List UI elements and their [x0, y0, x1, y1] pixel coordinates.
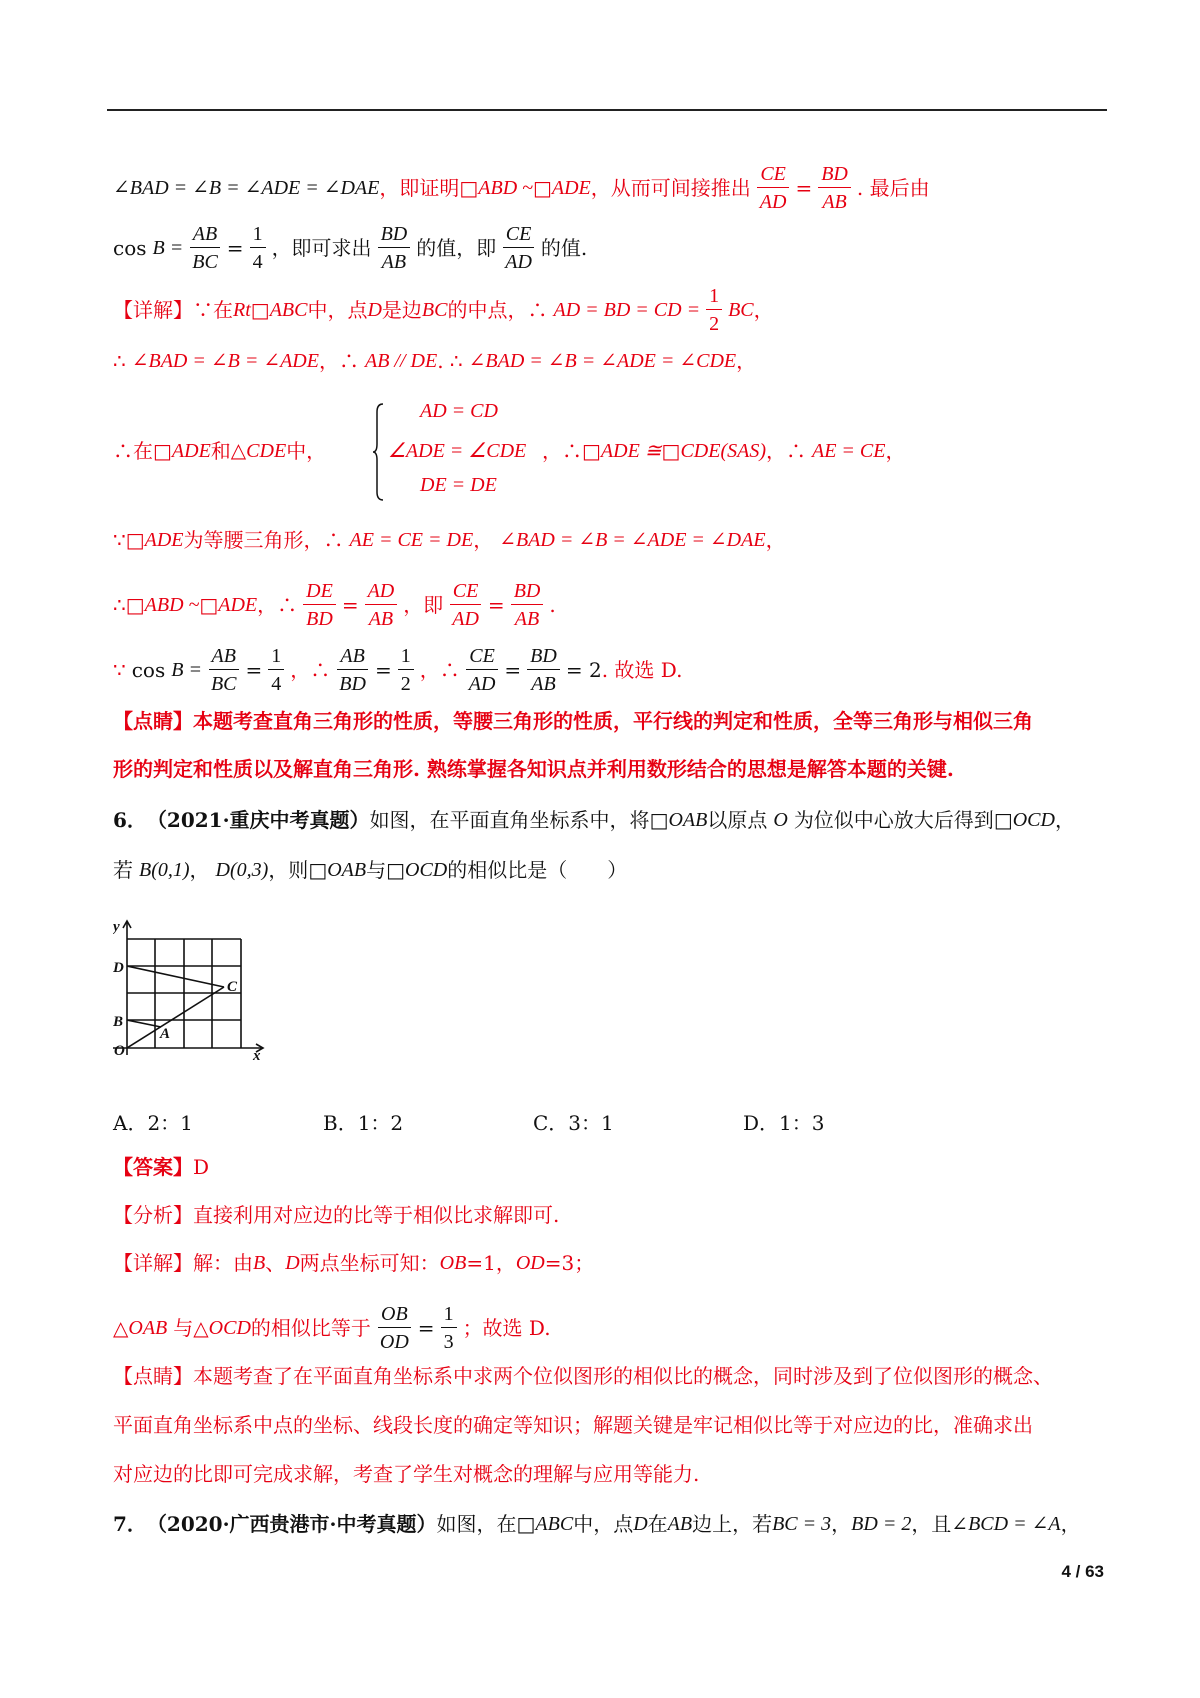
- math: OAB: [327, 859, 367, 881]
- system-brace: [373, 402, 385, 502]
- fraction: $\frac{AB}{BD}$: [339, 645, 366, 695]
- text: ，: [765, 528, 786, 552]
- math: CDE(SAS): [680, 440, 766, 462]
- text: 解：由: [193, 1251, 253, 1275]
- fraction: $\frac{1}{2}$: [706, 285, 722, 335]
- math: OAB: [668, 809, 708, 831]
- fraction: $\frac{DE}{BD}$: [303, 580, 336, 630]
- text: cos: [113, 236, 147, 260]
- text: ，∴: [766, 439, 806, 463]
- question-number: 6．: [113, 808, 147, 832]
- section-tag: 【点睛】: [113, 709, 193, 733]
- text: 的中点，∴: [447, 298, 548, 322]
- text: 的相似比是（ ）: [447, 858, 628, 882]
- text: 的值.: [540, 236, 588, 260]
- math: Rt: [233, 299, 251, 321]
- text: =3；: [544, 1251, 595, 1275]
- text: 是边: [381, 298, 422, 322]
- math: B =: [152, 237, 184, 259]
- point-label-B: B: [113, 1014, 124, 1030]
- text-line-9: [113, 709, 1033, 733]
- text-line-1: ∠BAD = ∠B = ∠ADE = ∠DAE ，即证明 □ ABD ~ □ ADE ，从而可间接推出 $\frac{CE}{AD}$ = $\frac{BD}{AB}$ . 最后由: [113, 163, 930, 213]
- text-line-8: ∵ cos B = $\frac{AB}{BC}$ = $\frac{1}{4}$ ，∴ $\frac{AB}{BD}$ = $\frac{1}{2}$ ，∴ $\frac{CE}{AD}$ = $\frac{BD}{AB}$ = 2 . 故选 D.: [113, 645, 683, 695]
- text: . 最后由: [856, 176, 930, 200]
- coordinate-grid-figure: [113, 917, 273, 1062]
- text: ，: [736, 349, 757, 373]
- math: ∠BAD = ∠B = ∠ADE = ∠DAE: [499, 529, 766, 551]
- text: 中，点: [573, 1512, 634, 1536]
- fraction: $\frac{OB}{OD}$: [379, 1303, 409, 1353]
- text-line-4: [113, 349, 756, 373]
- text: 平面直角坐标系中点的坐标、线段长度的确定等知识；解题关键是牢记相似比等于对应边的比，准确求出: [113, 1413, 1033, 1437]
- text: ，: [885, 439, 906, 463]
- text: 在: [647, 1512, 668, 1536]
- axis-label-x: x: [253, 1048, 261, 1062]
- text-line-10: [113, 757, 954, 781]
- math: D: [633, 1513, 648, 1535]
- math: ADE: [551, 177, 591, 199]
- math: D(0,3): [215, 859, 269, 881]
- text: 为位似中心放大后得到: [793, 808, 994, 832]
- text: 边上，若: [692, 1512, 773, 1536]
- math: ADE: [218, 594, 258, 616]
- math: ABD ~: [478, 177, 533, 199]
- text: 、: [265, 1251, 286, 1275]
- text: ∵: [113, 658, 126, 682]
- header-rule: [107, 109, 1107, 111]
- math: AE = CE = DE: [349, 529, 474, 551]
- text: ，: [1060, 1512, 1081, 1536]
- text: ，: [831, 1512, 852, 1536]
- fraction: $\frac{AD}{AB}$: [365, 580, 398, 630]
- fraction: $\frac{CE}{AD}$: [449, 580, 482, 630]
- text: ，即: [403, 593, 444, 617]
- math: OAB: [128, 1317, 168, 1339]
- text: cos: [131, 658, 166, 682]
- option-C[interactable]: C．3：1: [533, 1111, 614, 1135]
- text: ，∴: [318, 349, 359, 373]
- fraction: $\frac{AB}{BC}$: [189, 223, 221, 273]
- page-number: 4 / 63: [1061, 1562, 1104, 1581]
- section-tag: 【答案】: [113, 1155, 193, 1179]
- text: ∴: [113, 349, 126, 373]
- point-label-A: A: [160, 1026, 171, 1042]
- text: 和: [210, 439, 231, 463]
- fraction: $\frac{CE}{AD}$: [466, 645, 499, 695]
- text: ，∴: [290, 658, 331, 682]
- comment-line-2: [113, 1413, 1033, 1437]
- text: . ∴: [437, 349, 463, 373]
- text: =1，: [466, 1251, 516, 1275]
- section-tag: 【分析】: [113, 1203, 193, 1227]
- question-7-line-1: 7． （2020·广西贵港市·中考真题） 如图，在 □ ABC 中，点 D 在 AB 边上，若 BC = 3 ， BD = 2 ，且∠ BCD = ∠A ，: [113, 1512, 1081, 1536]
- math: O: [773, 809, 788, 831]
- math: AD = BD = CD =: [553, 299, 701, 321]
- text: ，∴: [542, 439, 582, 463]
- fraction: $\frac{CE}{AD}$: [757, 163, 790, 213]
- fraction: $\frac{BD}{AB}$: [511, 580, 544, 630]
- question-source: （2020·广西贵港市·中考真题）: [146, 1512, 437, 1536]
- detail-line-1: [113, 1251, 594, 1275]
- math: = 2: [565, 658, 602, 682]
- question-source: （2021·重庆中考真题）: [146, 808, 370, 832]
- math: ADE: [144, 529, 184, 551]
- answer-value: D: [193, 1155, 210, 1179]
- math: BC: [728, 299, 754, 321]
- text: .: [549, 593, 556, 617]
- text: 中，点: [307, 298, 368, 322]
- section-tag: 【详解】: [113, 298, 193, 322]
- system-eq-3: DE = DE: [420, 474, 497, 496]
- text: ，则: [268, 858, 309, 882]
- math: OCD: [208, 1317, 251, 1339]
- text: ，∴: [257, 593, 298, 617]
- text: △: [113, 1316, 129, 1340]
- point-label-D: D: [113, 960, 124, 976]
- system-eq-1: AD = CD: [420, 400, 498, 422]
- fraction: $\frac{1}{4}$: [250, 223, 266, 273]
- detail-line-2: △ OAB 与△ OCD 的相似比等于 $\frac{OB}{OD}$ = $\frac{1}{3}$ ；故选 D.: [113, 1303, 551, 1353]
- text: 若: [113, 858, 133, 882]
- section-tag: 【详解】: [113, 1251, 193, 1275]
- math: ABC: [535, 1513, 574, 1535]
- text: ，即证明: [379, 176, 460, 200]
- text: 以原点: [707, 808, 768, 832]
- text: ，∴: [419, 658, 460, 682]
- math: OD: [515, 1252, 545, 1274]
- text: ，: [1054, 808, 1075, 832]
- math: BD = 2: [851, 1513, 912, 1535]
- text: 的值，即: [416, 236, 497, 260]
- question-6-line-2: 若 B(0,1) ， D(0,3) ，则 □ OAB 与 □ OCD 的相似比是（ ）: [113, 858, 628, 882]
- fraction: $\frac{BD}{AB}$: [527, 645, 560, 695]
- text: 形的判定和性质以及解直角三角形. 熟练掌握各知识点并利用数形结合的思想是解答本题的关键.: [113, 757, 954, 781]
- text: ，: [473, 528, 494, 552]
- text: ，且∠: [911, 1512, 969, 1536]
- text: 与△: [173, 1316, 209, 1340]
- math: ABD ~: [144, 594, 200, 616]
- fraction: $\frac{CE}{AD}$: [502, 223, 535, 273]
- fraction: $\frac{1}{2}$: [398, 645, 414, 695]
- text-line-7: ∴ □ ABD ~ □ ADE ，∴ $\frac{DE}{BD}$ = $\frac{AD}{AB}$ ，即 $\frac{CE}{AD}$ = $\frac{BD}{AB}$ .: [113, 580, 556, 630]
- point-label-O: O: [114, 1043, 125, 1059]
- question-6-line-1: 6． （2021·重庆中考真题） 如图，在平面直角坐标系中，将 □ OAB 以原点 O 为位似中心放大后得到 □ OCD ，: [113, 808, 1075, 832]
- math: B =: [171, 659, 202, 681]
- text: 本题考查直角三角形的性质，等腰三角形的性质，平行线的判定和性质，全等三角形与相似三角: [193, 709, 1033, 733]
- analysis-line: [113, 1203, 559, 1227]
- text: 中，: [286, 439, 327, 463]
- fraction: $\frac{BD}{AB}$: [378, 223, 411, 273]
- math: BCD = ∠A: [968, 1513, 1061, 1535]
- text: ，: [753, 298, 774, 322]
- math: D: [367, 299, 382, 321]
- math: BC: [421, 299, 448, 321]
- text-line-5: ∴在 □ ADE 和 △CDE 中，: [113, 439, 327, 463]
- text-line-3: 【详解】 ∵在 Rt □ ABC 中，点 D 是边 BC 的中点，∴ AD = BD = CD = $\frac{1}{2}$ BC ，: [113, 285, 774, 335]
- fraction: $\frac{AB}{BC}$: [208, 645, 240, 695]
- math: ADE: [171, 440, 211, 462]
- math: BC = 3: [772, 1513, 832, 1535]
- text: . 故选 D.: [601, 658, 683, 682]
- math: D: [285, 1252, 300, 1274]
- math: AB // DE: [364, 350, 438, 372]
- text-line-6: ∵ □ ADE 为等腰三角形，∴ AE = CE = DE ， ∠BAD = ∠B = ∠ADE = ∠DAE ，: [113, 528, 786, 552]
- text-line-2: cos B = $\frac{AB}{BC}$ = $\frac{1}{4}$ ，即可求出 $\frac{BD}{AB}$ 的值，即 $\frac{CE}{AD}$ 的值.: [113, 223, 588, 273]
- math: ∠BAD = ∠B = ∠ADE = ∠DAE: [113, 177, 380, 199]
- math: ∠BAD = ∠B = ∠ADE = ∠CDE: [468, 350, 737, 372]
- text: ∴: [113, 593, 126, 617]
- fraction: $\frac{1}{4}$: [268, 645, 284, 695]
- text: 如图，在平面直角坐标系中，将: [369, 808, 650, 832]
- option-A[interactable]: A．2：1: [113, 1111, 193, 1135]
- text: 本题考查了在平面直角坐标系中求两个位似图形的相似比的概念，同时涉及到了位似图形的概念、: [193, 1364, 1053, 1388]
- text: ；故选 D.: [462, 1316, 551, 1340]
- text: 的相似比等于: [250, 1316, 371, 1340]
- text: ，: [189, 858, 210, 882]
- axis-label-y: y: [113, 919, 120, 935]
- text: 对应边的比即可完成求解，考查了学生对概念的理解与应用等能力.: [113, 1462, 700, 1486]
- comment-line-1: [113, 1364, 1053, 1388]
- fraction: $\frac{BD}{AB}$: [818, 163, 851, 213]
- math: OB: [439, 1252, 467, 1274]
- math: OCD: [1012, 809, 1055, 831]
- math: △CDE: [230, 440, 287, 462]
- math: ADE ≅: [600, 440, 662, 462]
- text-line-5-cont: ，∴ □ ADE ≅ □ CDE(SAS) ，∴ AE = CE ，: [542, 439, 906, 463]
- question-number: 7．: [113, 1512, 147, 1536]
- math: B: [253, 1252, 266, 1274]
- text: 为等腰三角形，∴: [183, 528, 344, 552]
- math: ∠BAD = ∠B = ∠ADE: [131, 350, 319, 372]
- text: ∵: [113, 528, 126, 552]
- option-B[interactable]: B．1：2: [323, 1111, 404, 1135]
- text: 与: [366, 858, 387, 882]
- math: AE = CE: [812, 440, 886, 462]
- system-eq-2: ∠ADE = ∠CDE: [388, 440, 527, 462]
- fraction: $\frac{1}{3}$: [441, 1303, 457, 1353]
- text: ，即可求出: [271, 236, 372, 260]
- point-label-C: C: [227, 979, 238, 995]
- math: B(0,1): [139, 859, 190, 881]
- math: AB: [667, 1513, 693, 1535]
- option-D[interactable]: D．1：3: [743, 1111, 825, 1135]
- text: ∵在: [193, 298, 233, 322]
- text: ，从而可间接推出: [590, 176, 751, 200]
- text: 两点坐标可知：: [299, 1251, 440, 1275]
- text: 直接利用对应边的比等于相似比求解即可.: [193, 1203, 560, 1227]
- comment-line-3: [113, 1462, 699, 1486]
- text: 如图，在: [436, 1512, 517, 1536]
- math: OCD: [405, 859, 448, 881]
- text: ∴在: [113, 439, 153, 463]
- math: ABC: [269, 299, 308, 321]
- answer-line: [113, 1155, 209, 1179]
- section-tag: 【点睛】: [113, 1364, 193, 1388]
